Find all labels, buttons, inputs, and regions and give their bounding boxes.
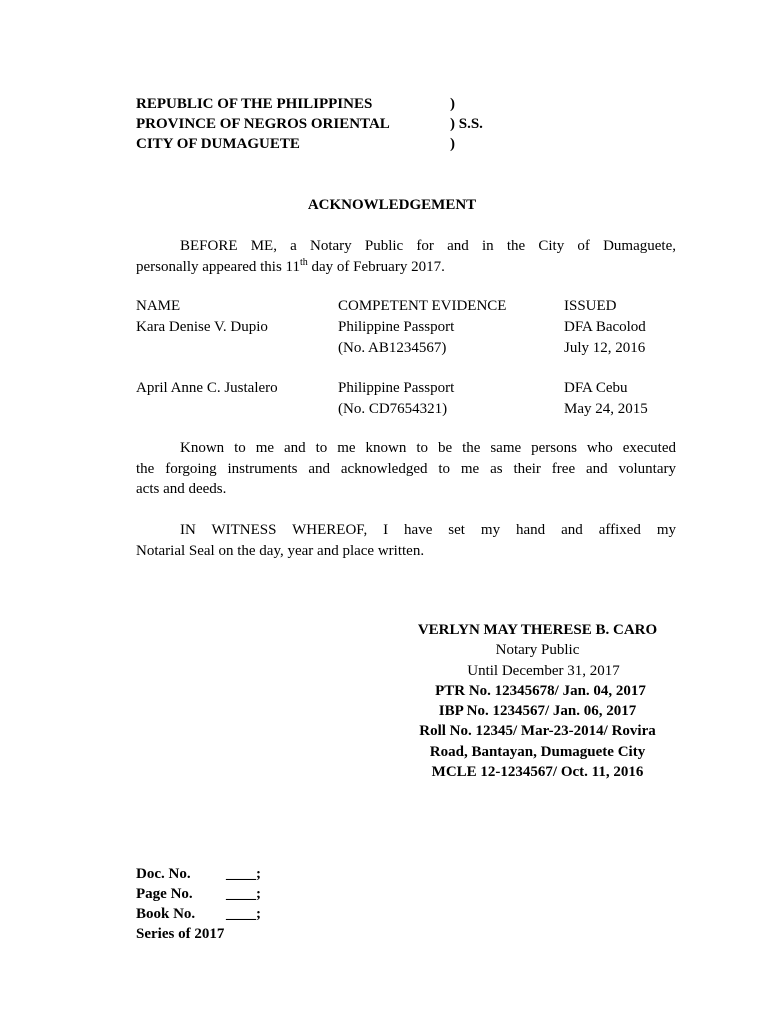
row1-evidence-no: (No. AB1234567) — [338, 340, 447, 356]
notary-title: Notary Public — [495, 642, 580, 659]
header-city: CITY OF DUMAGUETE — [136, 136, 300, 152]
book-no-blank: ____; — [226, 906, 261, 922]
notary-until: Until December 31, 2017 — [467, 662, 620, 679]
row2-evidence-no: (No. CD7654321) — [338, 401, 448, 417]
header-province: PROVINCE OF NEGROS ORIENTAL — [136, 116, 390, 132]
series-label: Series of 2017 — [136, 926, 225, 942]
intro-line-2-pre: personally appeared this 11 — [136, 259, 300, 275]
col-header-evidence: COMPETENT EVIDENCE — [338, 298, 507, 314]
notary-roll-1: Roll No. 12345/ Mar-23-2014/ Rovira — [419, 723, 656, 740]
row2-issued-date: May 24, 2015 — [564, 401, 648, 417]
header-ss: ) S.S. — [450, 116, 483, 132]
doc-no-blank: ____; — [226, 866, 261, 882]
row2-evidence: Philippine Passport — [338, 380, 455, 396]
intro-line-2-post: day of February 2017. — [307, 259, 445, 275]
document-title: ACKNOWLEDGEMENT — [307, 197, 477, 213]
intro-line-1: BEFORE ME, a Notary Public for and in the City of Dumaguete, — [180, 238, 676, 254]
doc-no-label: Doc. No. — [136, 866, 191, 882]
row2-name: April Anne C. Justalero — [136, 380, 278, 396]
intro-line-2 — [136, 257, 445, 277]
notary-block — [395, 620, 680, 782]
page-no-label: Page No. — [136, 886, 193, 902]
row1-evidence: Philippine Passport — [338, 319, 455, 335]
para2-line-2: the forgoing instruments and acknowledged to me as their free and voluntary — [136, 461, 676, 477]
notary-ibp: IBP No. 1234567/ Jan. 06, 2017 — [438, 703, 637, 720]
col-header-issued: ISSUED — [564, 298, 617, 314]
col-header-name: NAME — [136, 298, 181, 314]
page-no-blank: ____; — [226, 886, 261, 902]
row1-issued-date: July 12, 2016 — [564, 340, 646, 356]
notary-mcle: MCLE 12-1234567/ Oct. 11, 2016 — [431, 764, 644, 781]
para3-line-1: IN WITNESS WHEREOF, I have set my hand and affixed my — [180, 522, 676, 538]
intro-ordinal-suffix: th — [299, 257, 308, 268]
notary-roll-2: Road, Bantayan, Dumaguete City — [429, 743, 646, 760]
header-paren-1: ) — [450, 96, 455, 112]
row1-issued-place: DFA Bacolod — [564, 319, 646, 335]
row2-issued-place: DFA Cebu — [564, 380, 628, 396]
notary-ptr: PTR No. 12345678/ Jan. 04, 2017 — [435, 682, 646, 699]
header-republic: REPUBLIC OF THE PHILIPPINES — [136, 96, 373, 112]
row1-name: Kara Denise V. Dupio — [136, 319, 268, 335]
para2-line-1: Known to me and to me known to be the same persons who executed — [180, 440, 676, 456]
notary-name: VERLYN MAY THERESE B. CARO — [417, 622, 658, 638]
para2-line-3: acts and deeds. — [136, 481, 227, 497]
book-no-label: Book No. — [136, 906, 196, 922]
para3-line-2: Notarial Seal on the day, year and place written. — [136, 543, 425, 559]
header-paren-3: ) — [450, 136, 455, 152]
